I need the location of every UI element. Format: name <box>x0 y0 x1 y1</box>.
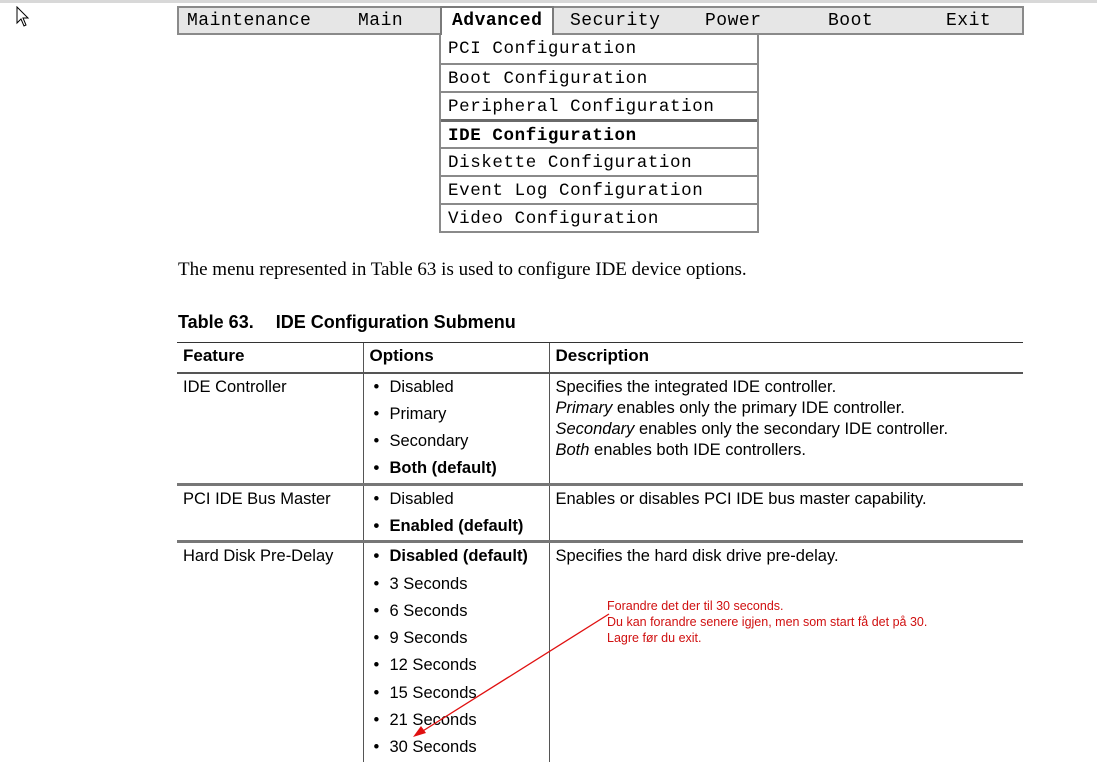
submenu-event-log-configuration[interactable]: Event Log Configuration <box>441 175 757 203</box>
description-emphasis: Primary <box>555 398 613 417</box>
submenu-pci-configuration[interactable]: PCI Configuration <box>448 39 637 59</box>
annotation-line: Lagre før du exit. <box>607 631 702 645</box>
option-item-target: • 30 Seconds <box>370 734 543 761</box>
feature-cell: IDE Controller <box>177 373 363 485</box>
description-emphasis: Both <box>555 440 590 459</box>
option-item: • Disabled <box>370 374 543 401</box>
menu-power[interactable]: Power <box>705 11 762 31</box>
description-emphasis: Secondary <box>555 419 635 438</box>
annotation-line: Forandre det der til 30 seconds. <box>607 599 784 613</box>
submenu-video-configuration[interactable]: Video Configuration <box>441 203 757 231</box>
option-item: • 6 Seconds <box>370 598 543 625</box>
option-item: • Secondary <box>370 428 543 455</box>
menu-main[interactable]: Main <box>358 11 404 31</box>
annotation-line: Du kan forandre senere igjen, men som start få det på 30. <box>607 615 928 629</box>
description-text: Specifies the integrated IDE controller. <box>555 377 837 396</box>
submenu-boot-configuration[interactable]: Boot Configuration <box>441 63 757 91</box>
description-text: Enables or disables PCI IDE bus master capability. <box>555 489 927 508</box>
option-item-default: • Enabled (default) <box>370 513 543 540</box>
description-text: enables both IDE controllers. <box>589 440 806 459</box>
table-caption-title: IDE Configuration Submenu <box>275 312 516 332</box>
option-item: • Primary <box>370 401 543 428</box>
menu-boot[interactable]: Boot <box>828 11 874 31</box>
option-item: • 3 Seconds <box>370 571 543 598</box>
table-caption-number: Table 63. <box>178 312 254 332</box>
option-item-default: • Disabled (default) <box>370 543 543 570</box>
submenu-peripheral-configuration[interactable]: Peripheral Configuration <box>441 91 757 119</box>
menu-security[interactable]: Security <box>570 11 661 31</box>
header-feature: Feature <box>177 343 363 373</box>
option-item: • 12 Seconds <box>370 652 543 679</box>
header-description: Description <box>549 343 1023 373</box>
submenu-ide-configuration[interactable]: IDE Configuration <box>441 119 757 147</box>
feature-cell: PCI IDE Bus Master <box>177 484 363 542</box>
option-item-default: • Both (default) <box>370 455 543 482</box>
menu-maintenance[interactable]: Maintenance <box>187 11 312 31</box>
description-text: Specifies the hard disk drive pre-delay. <box>555 547 839 566</box>
description-text: enables only the secondary IDE controller. <box>634 419 949 438</box>
option-item: • 9 Seconds <box>370 625 543 652</box>
menu-exit[interactable]: Exit <box>946 11 992 31</box>
menu-advanced[interactable]: Advanced <box>440 6 554 35</box>
option-item: • 15 Seconds <box>370 680 543 707</box>
intro-paragraph: The menu represented in Table 63 is used to configure IDE device options. <box>178 259 747 280</box>
option-item: • 21 Seconds <box>370 707 543 734</box>
feature-cell: Hard Disk Pre-Delay <box>183 547 334 566</box>
option-item: • Disabled <box>370 486 543 513</box>
header-options: Options <box>363 343 549 373</box>
description-text: enables only the primary IDE controller. <box>612 398 905 417</box>
submenu-diskette-configuration[interactable]: Diskette Configuration <box>441 147 757 175</box>
